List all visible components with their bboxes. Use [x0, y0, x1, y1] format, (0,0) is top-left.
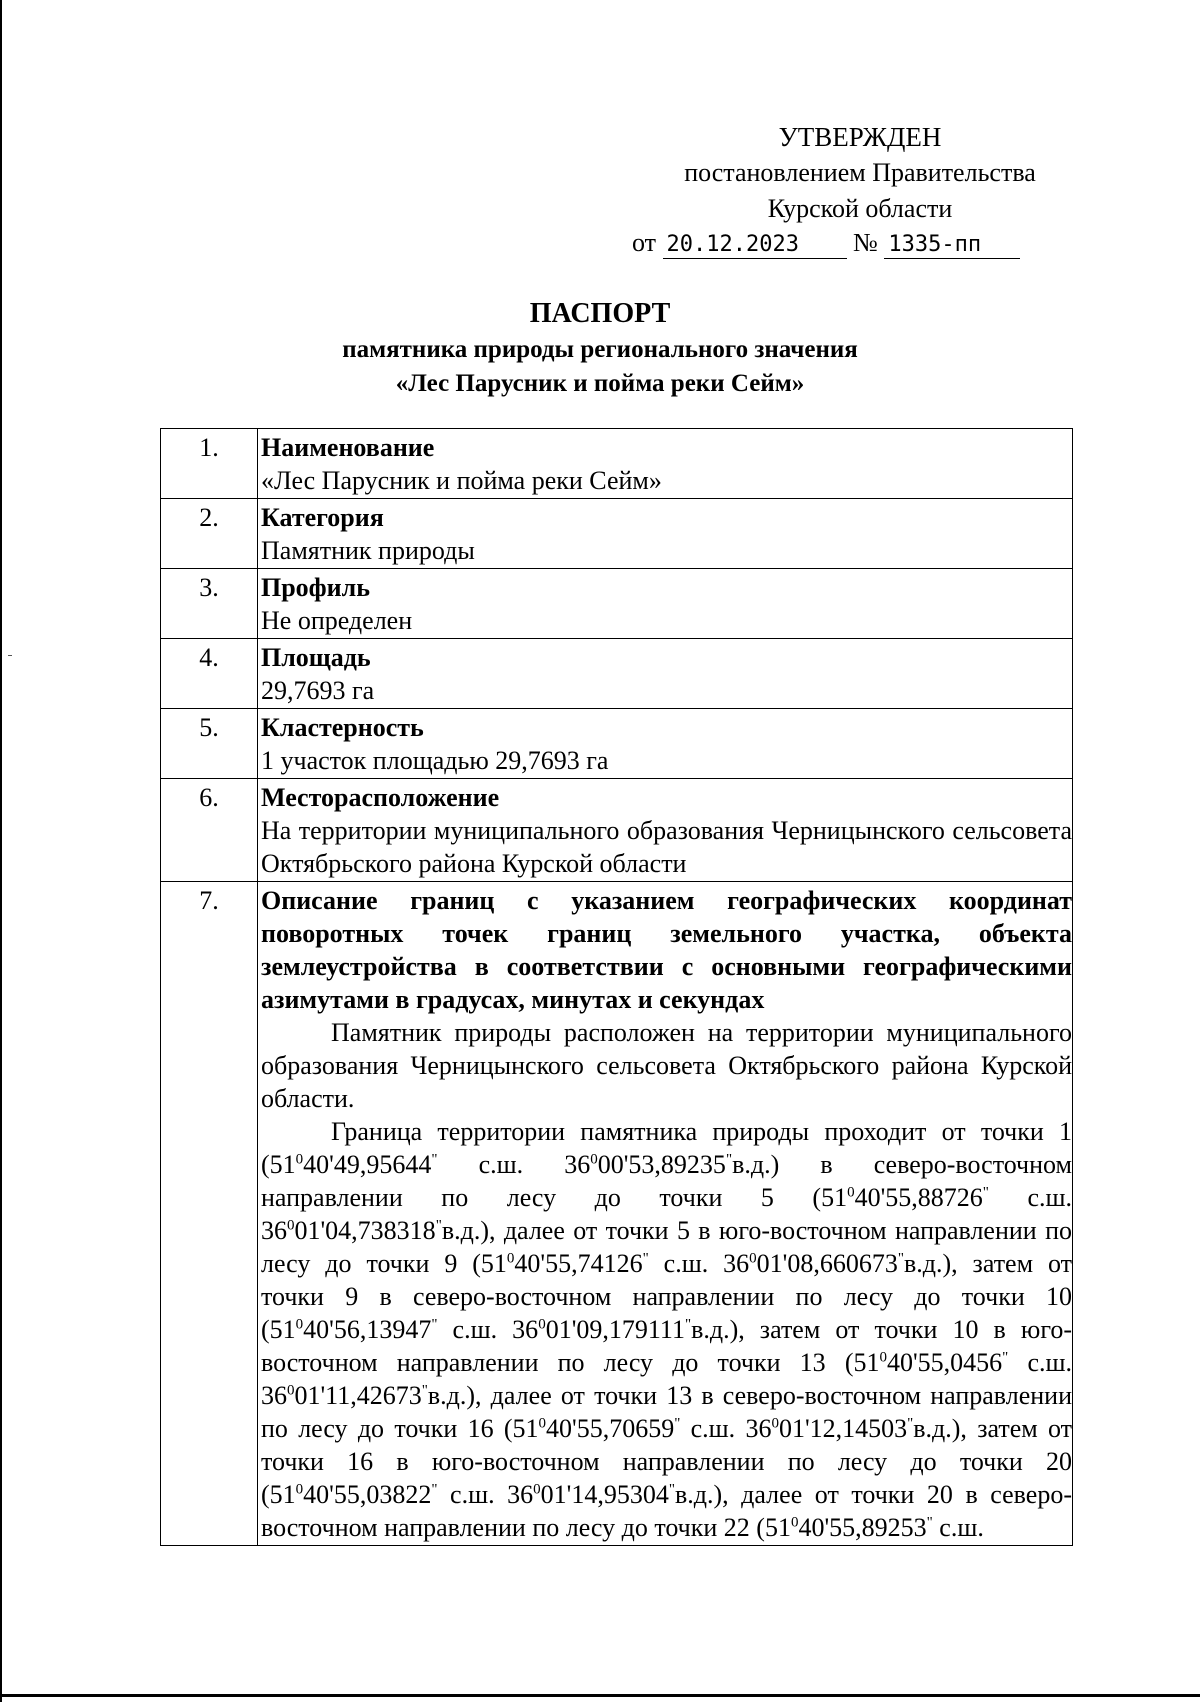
approval-block	[0, 120, 1200, 260]
coord-text: 01'12,14503	[778, 1414, 908, 1443]
seconds-sup: "	[668, 1481, 675, 1498]
coord-text: 40'55,88726	[854, 1183, 983, 1212]
route-text: в.д.), затем от точки 16 в юго-восточном направлении по лесу до точки 20 (51	[261, 1414, 1072, 1509]
coord-text: с.ш. 36	[648, 1249, 750, 1278]
seconds-sup: "	[907, 1415, 914, 1432]
coord-text: 40'55,03822	[303, 1480, 432, 1509]
seconds-sup: "	[674, 1415, 681, 1432]
row-content	[258, 779, 1073, 882]
coord-text: 01'09,179111	[545, 1315, 685, 1344]
degree-sup: 0	[295, 1151, 304, 1168]
approval-date-number-line	[632, 226, 1072, 260]
table-row	[161, 499, 1073, 569]
coord-text: с.ш. 36	[261, 1348, 1072, 1410]
paragraph-boundary	[261, 1115, 1072, 1544]
degree-sup: 0	[790, 1514, 799, 1531]
degree-sup: 0	[538, 1415, 547, 1432]
degree-sup: 0	[295, 1316, 304, 1333]
row-value: Не определен	[261, 606, 413, 635]
coord-text: 01'04,738318	[294, 1216, 436, 1245]
row-heading: Площадь	[261, 643, 371, 672]
table-row	[161, 429, 1073, 499]
scan-edge-bottom	[0, 1694, 1200, 1697]
seconds-sup: "	[926, 1514, 933, 1531]
row-number: 6.	[161, 779, 258, 882]
number-prefix: №	[853, 228, 878, 257]
seconds-sup: "	[982, 1184, 989, 1201]
row-number: 3.	[161, 569, 258, 639]
boundary-description	[261, 884, 1072, 1544]
row-content	[258, 569, 1073, 639]
seconds-sup: "	[897, 1250, 904, 1267]
coord-text: 00'53,89235	[597, 1150, 726, 1179]
degree-sup: 0	[771, 1415, 779, 1432]
row-value: 1 участок площадью 29,7693 га	[261, 746, 609, 775]
route-text: в.д.), далее от точки 5 в юго-восточном направлении по лесу до точки 9 (51	[261, 1216, 1072, 1278]
seconds-sup: "	[421, 1382, 428, 1399]
seconds-sup: "	[435, 1217, 442, 1234]
seconds-sup: "	[431, 1481, 438, 1498]
row-heading: Описание границ с указанием географических координат поворотных точек границ земельного участка, объекта землеустройства в соответствии с основными географическими азимутами в градусах, минутах и секундах	[261, 886, 1072, 1014]
route-text: в.д.), далее от точки 20 в северо-восточном направлении по лесу до точки 22 (51	[261, 1480, 1072, 1542]
row-content	[258, 429, 1073, 499]
seconds-sup: "	[725, 1151, 733, 1168]
coord-text: 01'14,95304	[540, 1480, 669, 1509]
row-number: 5.	[161, 709, 258, 779]
table-row	[161, 779, 1073, 882]
seconds-sup: "	[684, 1316, 692, 1333]
coord-text: с.ш. 36	[680, 1414, 772, 1443]
seconds-sup: "	[1002, 1349, 1009, 1366]
coord-text: с.ш. 36	[437, 1480, 534, 1509]
coord-text: 40'55,89253	[798, 1513, 927, 1542]
table-row	[161, 569, 1073, 639]
row-heading: Профиль	[261, 573, 370, 602]
row-content	[258, 639, 1073, 709]
degree-sup: 0	[506, 1250, 515, 1267]
coord-text: 01'11,42673	[294, 1381, 422, 1410]
degree-sup: 0	[295, 1481, 304, 1498]
scan-speck	[8, 655, 12, 656]
coord-text: с.ш.	[932, 1513, 984, 1542]
row-number: 2.	[161, 499, 258, 569]
approval-region-line: Курской области	[767, 194, 953, 223]
seconds-sup: "	[642, 1250, 649, 1267]
paragraph-location: Памятник природы расположен на территории муниципального образования Черницынского сельсовета Октябрьского района Курской области.	[261, 1018, 1072, 1113]
boundary-coordinates	[261, 1150, 1072, 1542]
monument-name-title: «Лес Парусник и пойма реки Сейм»	[395, 370, 805, 397]
coord-text: 40'55,0456	[886, 1348, 1003, 1377]
row-value: «Лес Парусник и пойма реки Сейм»	[261, 466, 662, 495]
coord-text: с.ш. 36	[261, 1183, 1072, 1245]
row-number: 1.	[161, 429, 258, 499]
approval-by-line: постановлением Правительства	[684, 158, 1036, 187]
seconds-sup: "	[431, 1151, 438, 1168]
boundary-start: Граница территории памятника природы проходит от точки 1 (51	[261, 1117, 1072, 1179]
degree-sup: 0	[847, 1184, 855, 1201]
row-heading: Наименование	[261, 433, 435, 462]
coord-text: 40'55,70659	[546, 1414, 675, 1443]
degree-sup: 0	[590, 1151, 598, 1168]
document-title: ПАСПОРТ	[529, 298, 671, 329]
coord-text: 01'08,660673	[756, 1249, 898, 1278]
degree-sup: 0	[538, 1316, 546, 1333]
row-heading: Месторасположение	[261, 783, 500, 812]
degree-sup: 0	[879, 1349, 887, 1366]
route-text: в.д.), затем от точки 10 в юго-восточном направлении по лесу до точки 13 (51	[261, 1315, 1072, 1377]
coord-text: с.ш. 36	[437, 1150, 591, 1179]
coord-text: 40'49,95644	[303, 1150, 432, 1179]
row-content	[258, 499, 1073, 569]
table-row	[161, 639, 1073, 709]
row-number: 4.	[161, 639, 258, 709]
passport-table	[160, 428, 1073, 1546]
approval-date: 20.12.2023	[663, 232, 847, 259]
coord-text: с.ш. 36	[437, 1315, 539, 1344]
row-heading: Категория	[261, 503, 384, 532]
row-content	[258, 709, 1073, 779]
degree-sup: 0	[287, 1382, 295, 1399]
approval-number: 1335-пп	[884, 232, 1020, 259]
coord-text: 40'56,13947	[303, 1315, 432, 1344]
route-text: в.д.), далее от точки 13 в северо-восточном направлении по лесу до точки 16 (51	[261, 1381, 1072, 1443]
degree-sup: 0	[533, 1481, 541, 1498]
row-value: 29,7693 га	[261, 676, 375, 705]
row-content	[258, 882, 1073, 1546]
date-prefix: от	[632, 228, 657, 257]
approval-title: УТВЕРЖДЕН	[778, 122, 942, 152]
row-value: Памятник природы	[261, 536, 475, 565]
route-text: в.д.) в северо-восточном направлении по лесу до точки 5 (51	[261, 1150, 1072, 1212]
row-heading: Кластерность	[261, 713, 424, 742]
route-text: в.д.), затем от точки 9 в северо-восточном направлении по лесу до точки 10 (51	[261, 1249, 1072, 1344]
row-number: 7.	[161, 882, 258, 1546]
degree-sup: 0	[287, 1217, 295, 1234]
row-value: На территории муниципального образования Черницынского сельсовета Октябрьского района Курской области	[261, 816, 1072, 878]
degree-sup: 0	[749, 1250, 757, 1267]
document-subtitle: памятника природы регионального значения	[342, 336, 858, 363]
seconds-sup: "	[431, 1316, 438, 1333]
coord-text: 40'55,74126	[514, 1249, 643, 1278]
table-row	[161, 709, 1073, 779]
table-row	[161, 882, 1073, 1546]
